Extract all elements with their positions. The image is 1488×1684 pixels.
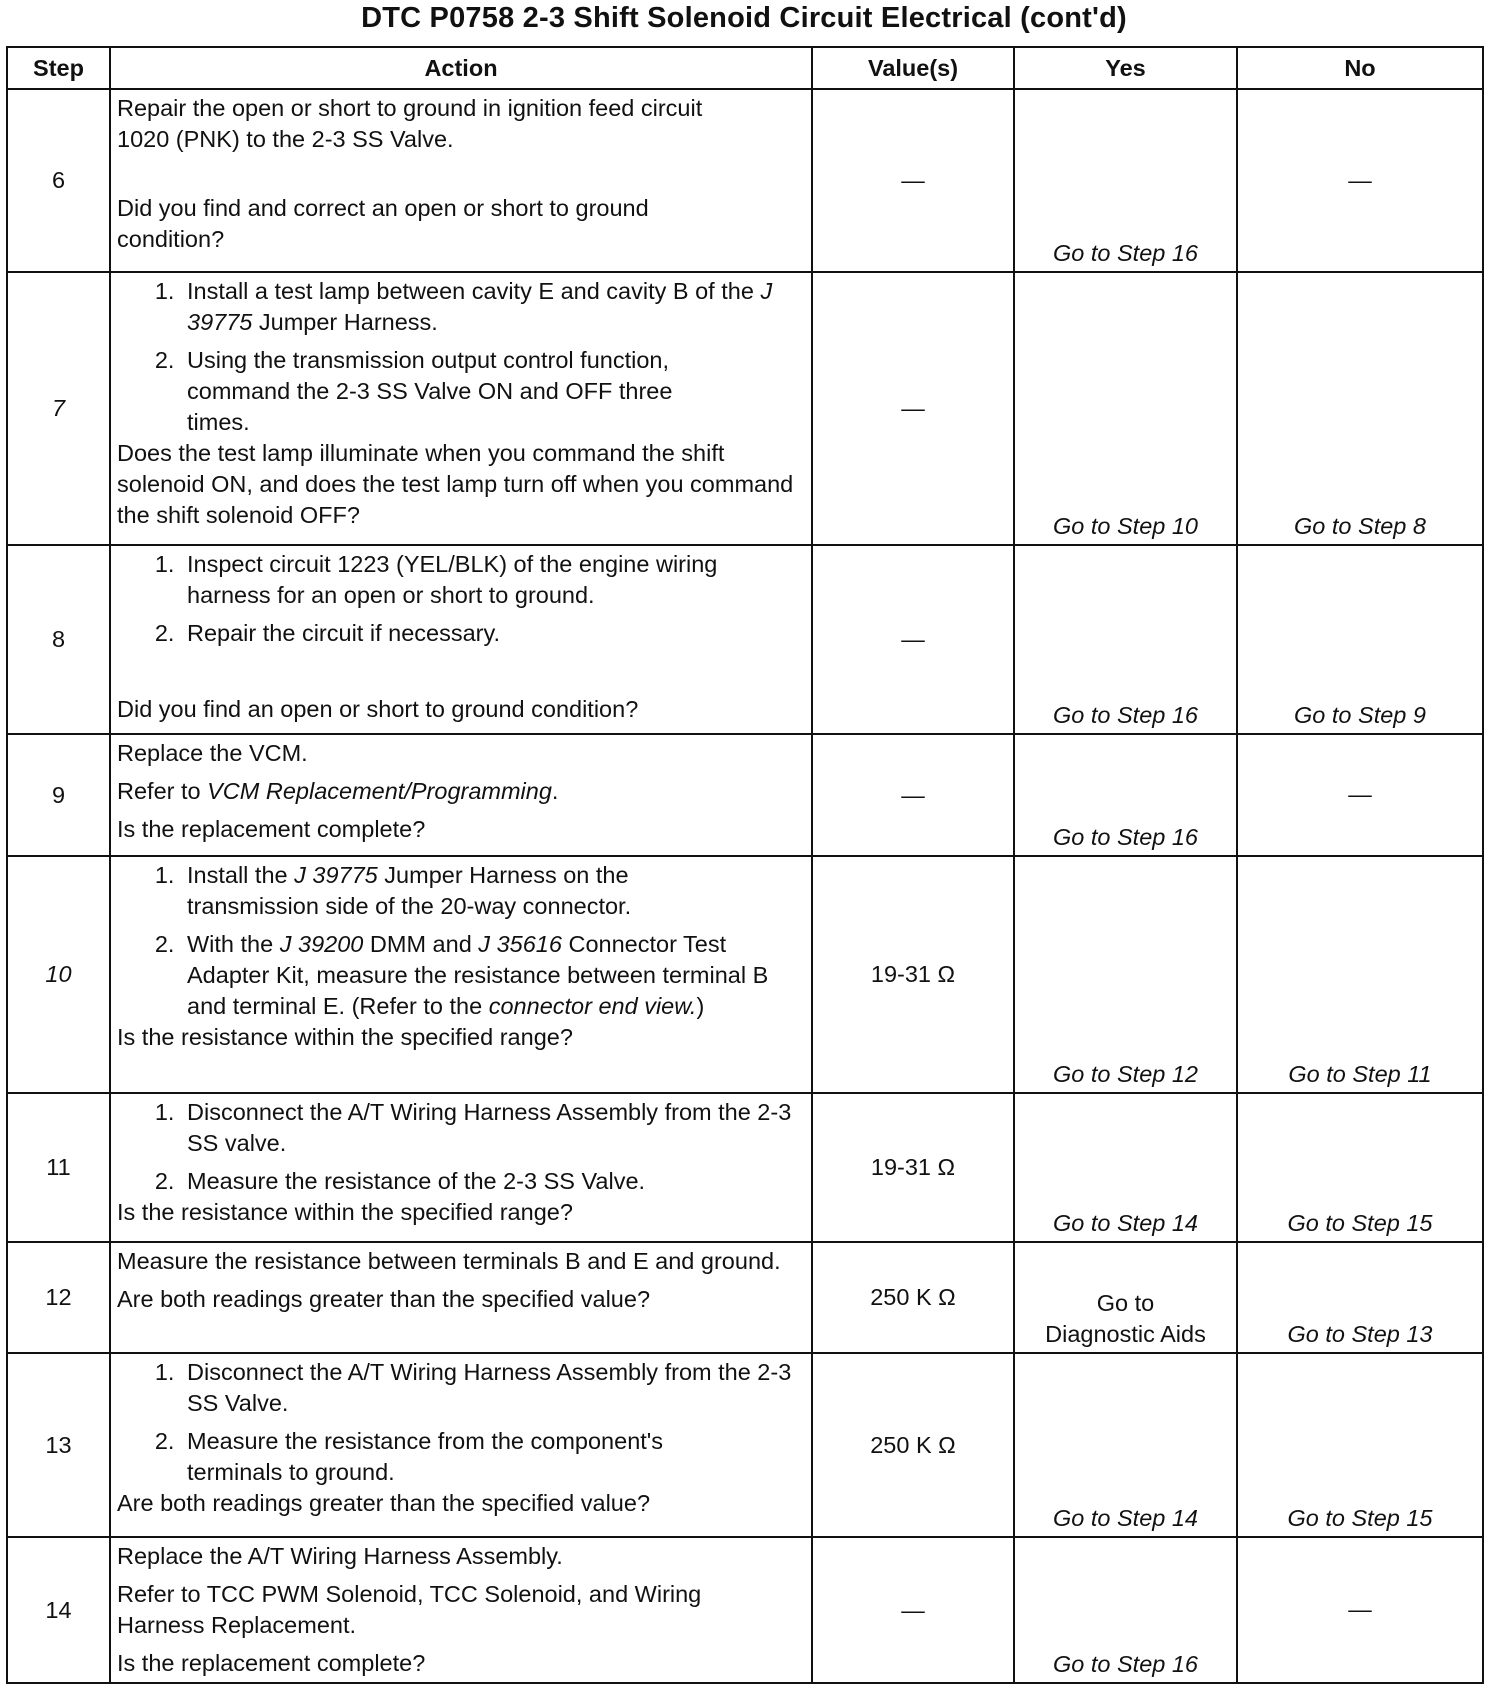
yes-action: Go to Diagnostic Aids [1014,1242,1237,1353]
column-header-action: Action [110,47,812,89]
step-number: 13 [7,1353,110,1537]
step-number: 7 [7,272,110,545]
action-question: Is the resistance within the specified range? [117,1024,573,1050]
yes-action: Go to Step 16 [1014,545,1237,734]
action-step-item: 2. Measure the resistance from the component's terminals to ground. [181,1426,805,1488]
no-action: — [1237,734,1483,856]
no-action: Go to Step 11 [1237,856,1483,1093]
action-text: Replace the VCM. [117,740,308,766]
step-value: 19-31 Ω [812,856,1014,1093]
column-header-values: Value(s) [812,47,1014,89]
yes-action: Go to Step 14 [1014,1353,1237,1537]
step-action [110,272,812,545]
table-row [7,856,1483,1093]
step-number: 6 [7,89,110,272]
yes-action: Go to Step 14 [1014,1093,1237,1242]
step-number: 10 [7,856,110,1093]
yes-action: Go to Step 16 [1014,89,1237,272]
step-number: 14 [7,1537,110,1683]
action-steps [117,276,805,438]
table-row [7,272,1483,545]
step-action [110,1537,812,1683]
action-text: Replace the A/T Wiring Harness Assembly. [117,1543,563,1569]
action-question: Did you find and correct an open or short to ground condition? [117,195,649,252]
action-question: Is the replacement complete? [117,816,426,842]
no-action: Go to Step 15 [1237,1093,1483,1242]
diagnostic-table [6,46,1484,1684]
action-question: Is the resistance within the specified range? [117,1199,573,1225]
action-text: Measure the resistance between terminals B and E and ground. [117,1248,781,1274]
step-value: — [812,1537,1014,1683]
action-question: Is the replacement complete? [117,1650,426,1676]
no-action: Go to Step 8 [1237,272,1483,545]
step-action [110,734,812,856]
table-row [7,1353,1483,1537]
step-number: 8 [7,545,110,734]
step-value: — [812,734,1014,856]
action-steps [117,1097,805,1197]
step-action [110,1242,812,1353]
step-action [110,545,812,734]
page-title: DTC P0758 2-3 Shift Solenoid Circuit Electrical (cont'd) [361,2,1127,34]
step-number: 11 [7,1093,110,1242]
yes-action: Go to Step 16 [1014,734,1237,856]
action-question: Did you find an open or short to ground condition? [117,696,639,722]
table-row [7,734,1483,856]
table-row [7,1242,1483,1353]
action-step-item: 1. Inspect circuit 1223 (YEL/BLK) of the engine wiring harness for an open or short to ground. [181,549,805,611]
action-question: Are both readings greater than the specified value? [117,1490,651,1516]
action-step-item: 1. Install the J 39775 Jumper Harness on the transmission side of the 20-way connector. [181,860,805,922]
step-value: — [812,272,1014,545]
action-step-item: 1. Install a test lamp between cavity E and cavity B of the J 39775 Jumper Harness. [181,276,805,338]
action-step-item: 1. Disconnect the A/T Wiring Harness Assembly from the 2-3 SS Valve. [181,1357,805,1419]
table-row [7,545,1483,734]
no-action: Go to Step 13 [1237,1242,1483,1353]
action-reference: Refer to TCC PWM Solenoid, TCC Solenoid, and Wiring Harness Replacement. [117,1581,702,1638]
no-action: — [1237,89,1483,272]
table-row [7,89,1483,272]
step-action [110,89,812,272]
step-value: — [812,89,1014,272]
action-step-item: 1. Disconnect the A/T Wiring Harness Assembly from the 2-3 SS valve. [181,1097,805,1159]
step-number: 9 [7,734,110,856]
column-header-step: Step [7,47,110,89]
action-steps [117,860,805,1022]
no-action: Go to Step 9 [1237,545,1483,734]
table-header-row [7,47,1483,89]
step-value: 250 K Ω [812,1353,1014,1537]
step-value: 19-31 Ω [812,1093,1014,1242]
action-question: Are both readings greater than the specified value? [117,1286,651,1312]
yes-action: Go to Step 12 [1014,856,1237,1093]
yes-action: Go to Step 10 [1014,272,1237,545]
table-row [7,1537,1483,1683]
table-row [7,1093,1483,1242]
step-number: 12 [7,1242,110,1353]
action-steps [117,549,805,649]
step-value: 250 K Ω [812,1242,1014,1353]
action-step-item: 2. Repair the circuit if necessary. [181,618,805,649]
action-text: Repair the open or short to ground in ignition feed circuit 1020 (PNK) to the 2-3 SS Valve. [117,95,703,152]
action-step-item: 2. Measure the resistance of the 2-3 SS Valve. [181,1166,805,1197]
action-reference: Refer to VCM Replacement/Programming. [117,778,559,804]
step-action [110,1093,812,1242]
step-action [110,856,812,1093]
step-value: — [812,545,1014,734]
action-steps [117,1357,805,1488]
yes-action: Go to Step 16 [1014,1537,1237,1683]
column-header-yes: Yes [1014,47,1237,89]
column-header-no: No [1237,47,1483,89]
no-action: Go to Step 15 [1237,1353,1483,1537]
action-question: Does the test lamp illuminate when you command the shift solenoid ON, and does the test lamp turn off when you command the shift solenoid OFF? [117,440,794,528]
action-step-item: 2. Using the transmission output control function, command the 2-3 SS Valve ON and OFF three times. [181,345,805,438]
action-step-item: 2. With the J 39200 DMM and J 35616 Connector Test Adapter Kit, measure the resistance between terminal B and terminal E. (Refer to the connector end view.) [181,929,805,1022]
no-action: — [1237,1537,1483,1683]
step-action [110,1353,812,1537]
